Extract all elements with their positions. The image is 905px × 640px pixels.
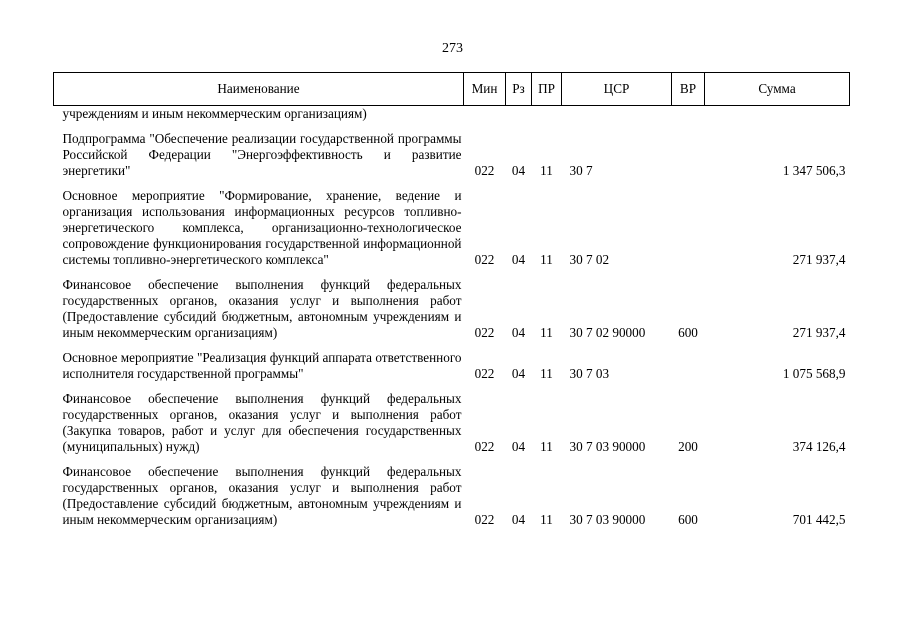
row-csr: 30 7 02 90000: [569, 325, 646, 340]
table-row: [54, 131, 850, 179]
row-name: Подпрограмма "Обеспечение реализации государственной программы Российской Федерации "Энергоэффективность и развитие энергетики": [62, 131, 462, 178]
row-min: 022: [474, 325, 495, 340]
row-name: Основное мероприятие "Формирование, хранение, ведение и организация использования информационных ресурсов топливно-энергетического комплекса, организационно-технологическое сопровождение функционирования государственной информационной системы топливно-энергетического комплекса": [62, 188, 462, 267]
row-name: Финансовое обеспечение выполнения функций федеральных государственных органов, оказания услуг и выполнения работ (Предоставление субсидий бюджетным, автономным учреждениям и иным некоммерческим организациям): [62, 464, 462, 527]
row-vr: 600: [678, 325, 698, 340]
row-rz: 04: [511, 252, 526, 267]
header-rz: Рз: [506, 73, 532, 106]
table-row: [54, 350, 850, 382]
row-min: 022: [474, 366, 495, 381]
row-pr: 11: [540, 163, 553, 178]
row-min: 022: [474, 512, 495, 527]
table-row: [54, 188, 850, 268]
row-min: 022: [474, 252, 495, 267]
row-rz: 04: [511, 366, 526, 381]
row-pr: 11: [540, 325, 553, 340]
row-min: 022: [474, 163, 495, 178]
row-rz: 04: [511, 325, 526, 340]
header-min: Мин: [464, 73, 506, 106]
row-sum: 374 126,4: [792, 439, 846, 454]
row-vr: [672, 188, 705, 268]
row-csr: 30 7 03 90000: [569, 512, 646, 527]
row-name: учреждениям и иным некоммерческим организациям): [62, 106, 367, 121]
row-name: Финансовое обеспечение выполнения функций федеральных государственных органов, оказания услуг и выполнения работ (Предоставление субсидий бюджетным, автономным учреждениям и иным некоммерческим организациям): [62, 277, 462, 340]
row-sum: 271 937,4: [792, 325, 846, 340]
row-pr: 11: [540, 512, 553, 527]
row-sum: 271 937,4: [792, 252, 846, 267]
row-sum: 1 075 568,9: [782, 366, 846, 381]
row-pr: 11: [540, 439, 553, 454]
header-vr: ВР: [672, 73, 705, 106]
header-sum: Сумма: [705, 73, 850, 106]
header-pr: ПР: [532, 73, 562, 106]
page-number: 273: [442, 41, 463, 56]
table-row-continuation: [54, 106, 850, 123]
row-vr: [672, 350, 705, 382]
row-vr: 200: [678, 439, 698, 454]
row-vr: 600: [678, 512, 698, 527]
row-pr: 11: [540, 252, 553, 267]
row-name: Финансовое обеспечение выполнения функций федеральных государственных органов, оказания услуг и выполнения работ (Закупка товаров, работ и услуг для обеспечения государственных (муниципальных) нужд): [62, 391, 462, 454]
row-rz: 04: [511, 163, 526, 178]
table-row: [54, 391, 850, 455]
row-csr: 30 7 03 90000: [569, 439, 646, 454]
row-rz: 04: [511, 439, 526, 454]
row-csr: 30 7 02: [569, 252, 610, 267]
row-min: 022: [474, 439, 495, 454]
budget-table: [53, 72, 850, 528]
header-csr: ЦСР: [562, 73, 672, 106]
row-csr: 30 7: [569, 163, 593, 178]
row-name: Основное мероприятие "Реализация функций аппарата ответственного исполнителя государственной программы": [62, 350, 462, 381]
row-pr: 11: [540, 366, 553, 381]
row-vr: [672, 131, 705, 179]
table-header: [54, 73, 850, 106]
row-rz: 04: [511, 512, 526, 527]
row-csr: 30 7 03: [569, 366, 610, 381]
table-row: [54, 464, 850, 528]
row-sum: 701 442,5: [792, 512, 846, 527]
row-sum: 1 347 506,3: [782, 163, 846, 178]
header-name: Наименование: [54, 73, 464, 106]
table-row: [54, 277, 850, 341]
